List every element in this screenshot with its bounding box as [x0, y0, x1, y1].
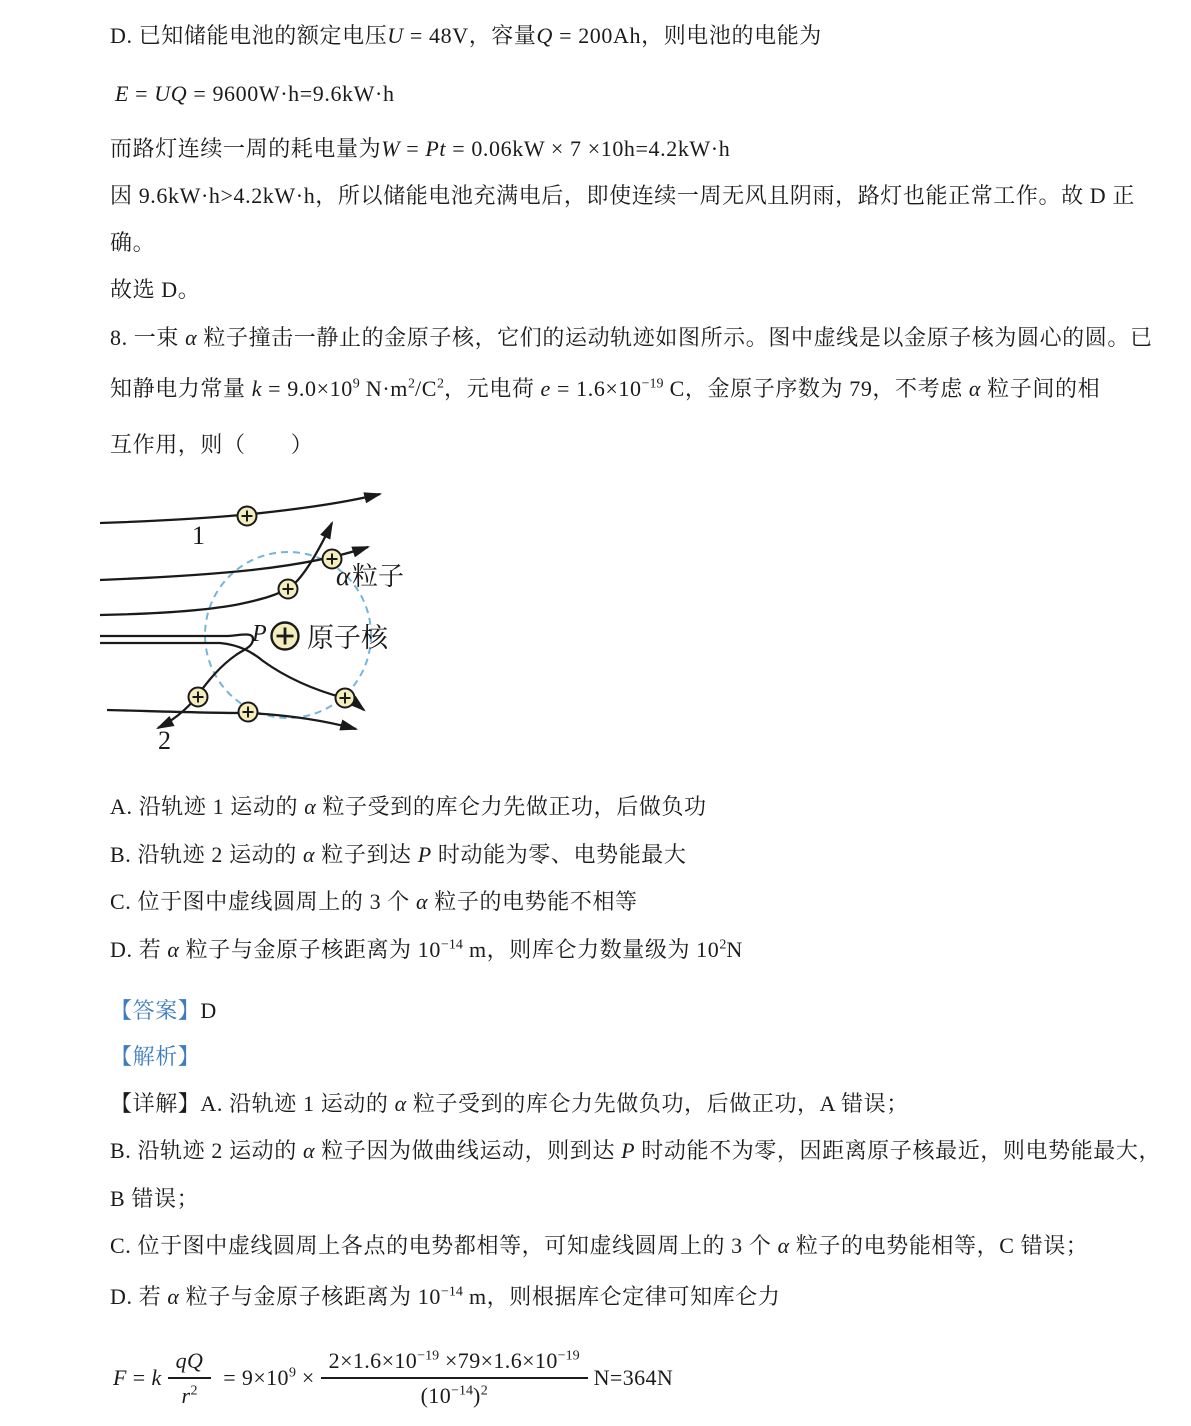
option-b-line: B. 沿轨迹 2 运动的 α 粒子到达 P 时动能为零、电势能最大	[110, 842, 687, 867]
fraction-denominator: $(10^{-14})^2$	[321, 1377, 588, 1409]
detail-b-line-1: B. 沿轨迹 2 运动的 α 粒子因为做曲线运动，则到达 P 时动能不为零，因距离原子核最近，则电势能最大，	[110, 1138, 1162, 1163]
battery-energy-formula-line: E = UQ = 9600W·h=9.6kW·h	[115, 81, 395, 106]
nucleus-marker	[272, 623, 299, 650]
detail-a-line: 【详解】A. 沿轨迹 1 运动的 α 粒子受到的库仑力先做负功，后做正功，A 错误；	[110, 1091, 909, 1116]
alpha-particle-marker	[189, 688, 208, 707]
option-a-line: A. 沿轨迹 1 运动的 α 粒子受到的库仑力先做正功，后做负功	[110, 794, 707, 819]
formula-segment: = $9\times 10^9$ ×	[217, 1365, 315, 1390]
answer-line: 【答案】D	[110, 998, 217, 1023]
trajectory-steep-path	[100, 523, 332, 615]
alpha-particle-label-symbol: α	[336, 561, 351, 591]
formula-segment: N=364N	[593, 1365, 674, 1390]
detail-c-line: C. 位于图中虚线圆周上各点的电势都相等，可知虚线圆周上的 3 个 α 粒子的电势能相等，C 错误；	[110, 1233, 1089, 1258]
alpha-particle-marker	[336, 689, 355, 708]
formula-fraction	[168, 1348, 212, 1409]
question8-line-2: 知静电力常量 $k = 9.0\times 10^9$ $N\cdot m^2/C^2$，元电荷 $e = 1.6\times 10^{-19}$ C，金原子序数为 79，不考虑 α 粒子间的相	[110, 376, 1101, 401]
formula-segment: F = k	[113, 1365, 162, 1390]
comparison-line-2: 确。	[110, 230, 156, 255]
fraction-numerator: qQ	[175, 1347, 204, 1373]
trajectory-deflected-down-path	[100, 643, 364, 710]
question8-line-3: 互作用，则（ ）	[110, 432, 314, 457]
alpha-particle-marker	[239, 703, 258, 722]
comparison-line-1: 因 9.6kW·h>4.2kW·h，所以储能电池充满电后，即使连续一周无风且阴雨，路灯也能正常工作。故 D 正	[110, 183, 1135, 208]
fraction-numerator: $2\times 1.6\times 10^{-19} \times 79\times 1.6\times 10^{-19}$	[328, 1347, 580, 1373]
point-p-label: P	[252, 621, 267, 647]
trajectory-1-label: 1	[192, 521, 205, 550]
lamp-consumption-line: 而路灯连续一周的耗电量为W = Pt = 0.06kW × 7 ×10h=4.2kW·h	[110, 136, 731, 161]
coulomb-force-formula	[113, 1338, 673, 1418]
trajectory-2-label: 2	[158, 726, 171, 755]
detail-b-line-2: B 错误；	[110, 1186, 200, 1211]
detail-d-line: D. 若 α 粒子与金原子核距离为 $10^{-14}$ m，则根据库仑定律可知库仑力	[110, 1284, 781, 1309]
formula-fraction	[321, 1348, 588, 1409]
option-d-battery-line: D. 已知储能电池的额定电压U = 48V，容量Q = 200Ah，则电池的电能为	[110, 23, 822, 48]
fraction-denominator: $r^2$	[168, 1377, 212, 1409]
nucleus-label: 原子核	[307, 623, 388, 653]
alpha-particle-label-word: 粒子	[352, 562, 405, 591]
alpha-particle-markers	[189, 507, 355, 722]
option-d-line: D. 若 α 粒子与金原子核距离为 $10^{-14}$ m，则库仑力数量级为 $10^2N$	[110, 937, 743, 962]
option-c-line: C. 位于图中虚线圆周上的 3 个 α 粒子的电势能不相等	[110, 889, 638, 914]
alpha-particle-marker	[238, 507, 257, 526]
answer-choice-line: 故选 D。	[110, 277, 201, 302]
rutherford-scattering-figure	[90, 478, 490, 770]
analysis-label-line: 【解析】	[110, 1044, 201, 1069]
question8-line-1: 8. 一束 α 粒子撞击一静止的金原子核，它们的运动轨迹如图所示。图中虚线是以金原子核为圆心的圆。已	[110, 325, 1153, 350]
alpha-particle-marker	[279, 580, 298, 599]
